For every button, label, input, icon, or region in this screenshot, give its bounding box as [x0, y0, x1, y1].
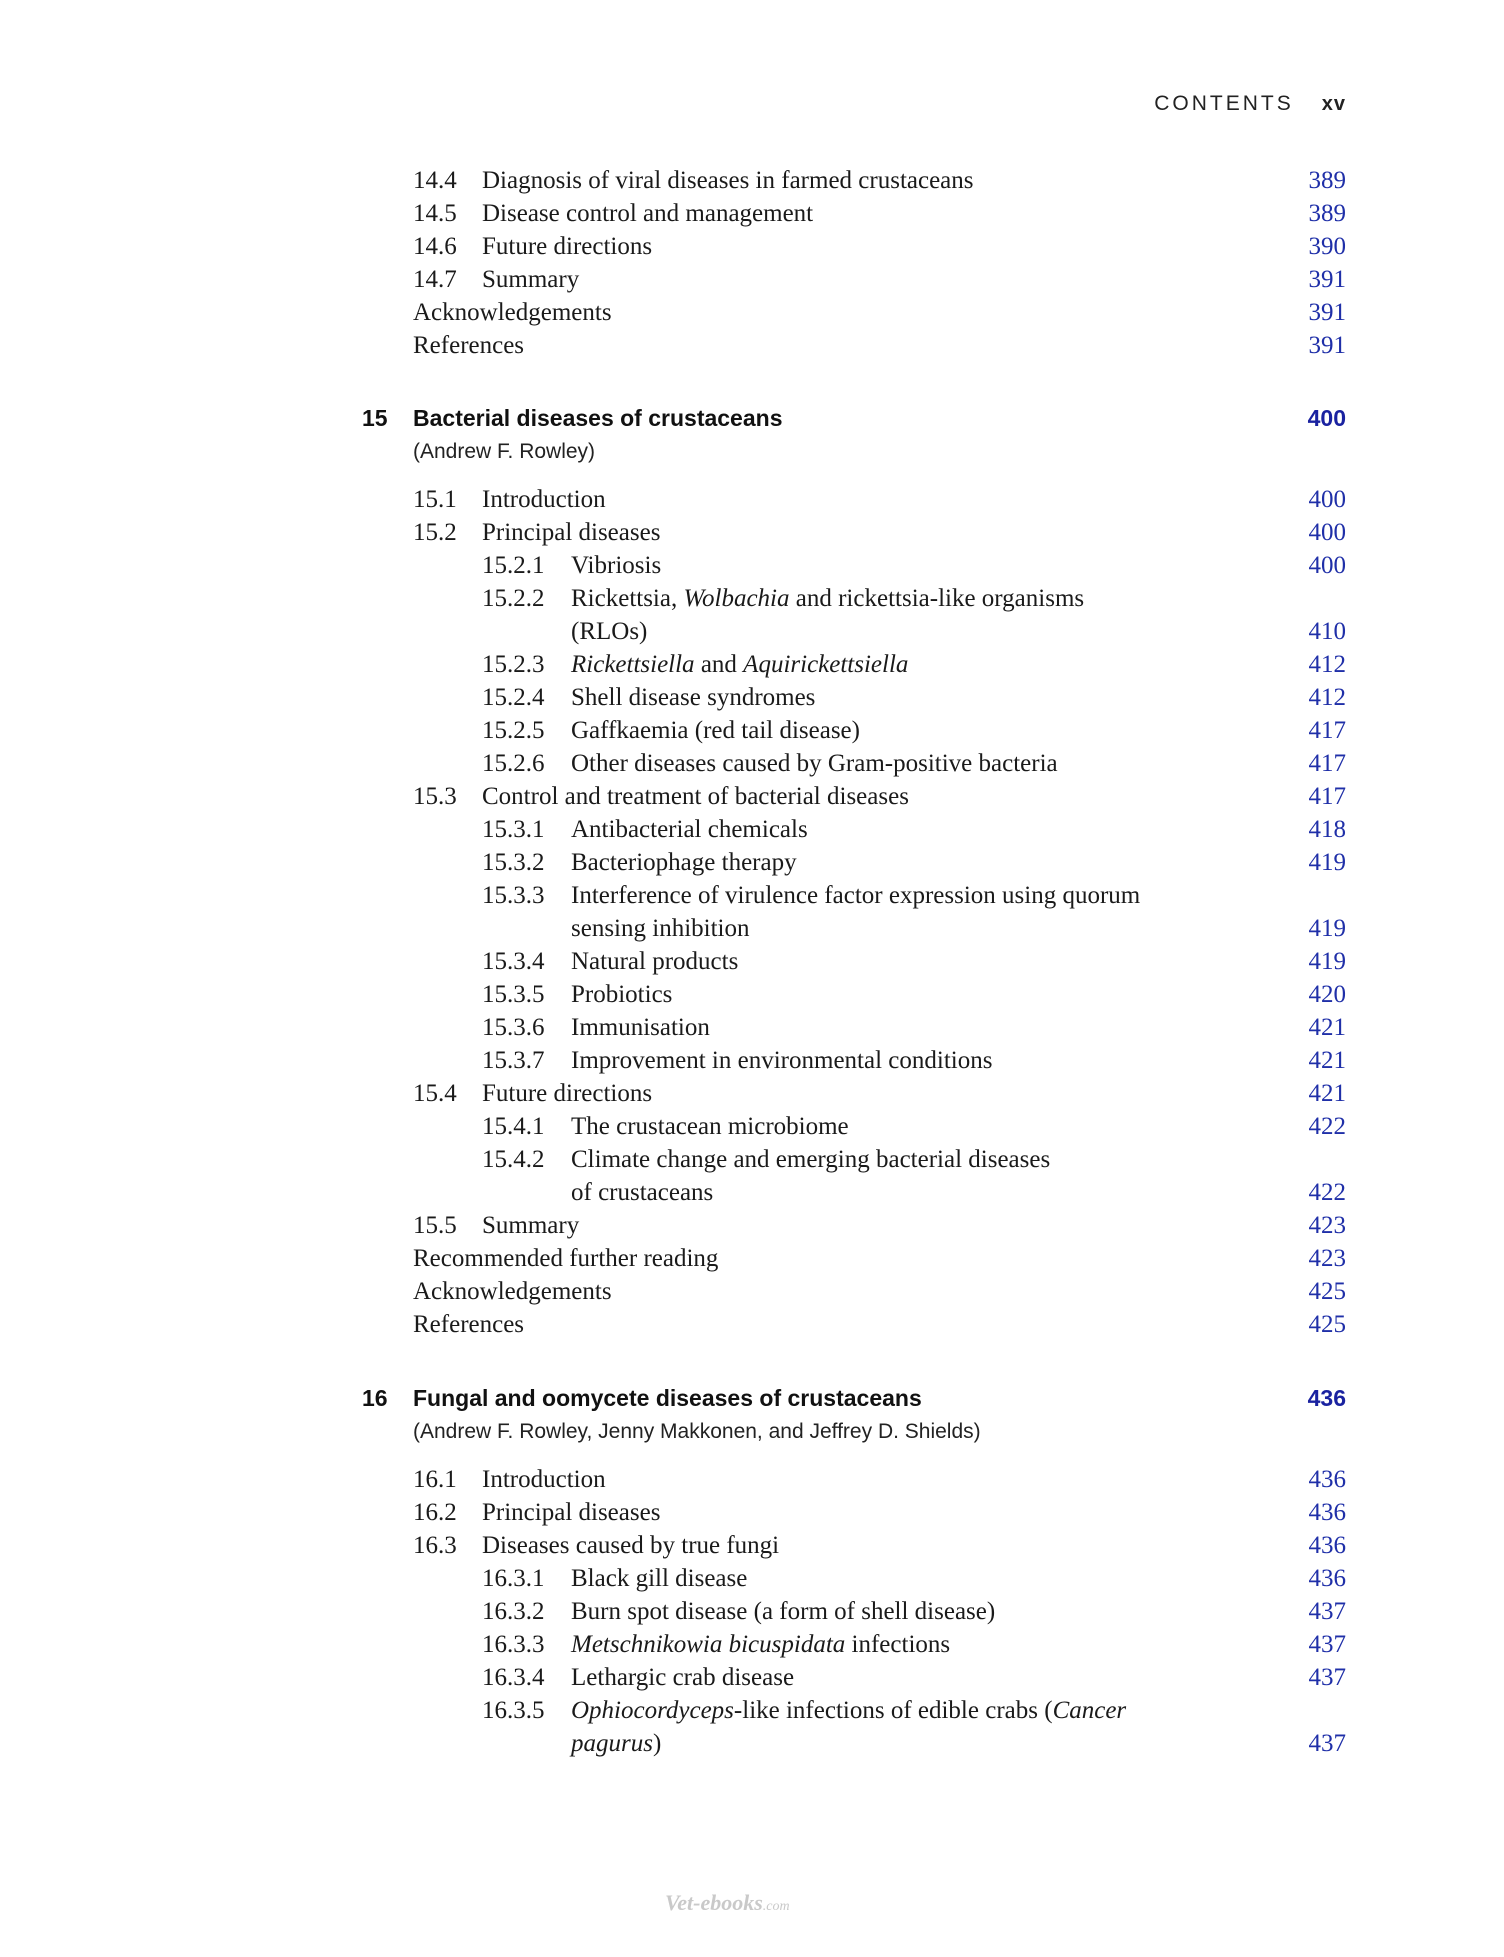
section-number: 16.2: [413, 1499, 457, 1526]
section-title: (RLOs): [571, 618, 648, 645]
section-title: Other diseases caused by Gram-positive bacteria: [571, 750, 1058, 777]
toc-subsection-entry[interactable]: [0, 914, 1504, 944]
section-page-number[interactable]: 391: [1308, 266, 1346, 293]
section-title: Vibriosis: [571, 552, 662, 579]
section-number: 15.4.1: [482, 1113, 545, 1140]
section-page-number[interactable]: 423: [1308, 1212, 1346, 1239]
section-title: Antibacterial chemicals: [571, 816, 808, 843]
section-title: Rickettsia, Wolbachia and rickettsia-like organisms: [571, 585, 1085, 612]
toc-section-entry[interactable]: [0, 485, 1504, 515]
toc-subsection-entry[interactable]: [0, 551, 1504, 581]
toc-subsection-entry[interactable]: [0, 980, 1504, 1010]
toc-subsection-entry[interactable]: [0, 650, 1504, 680]
section-number: 16.1: [413, 1466, 457, 1493]
toc-subsection-entry[interactable]: [0, 848, 1504, 878]
section-number: 14.6: [413, 233, 457, 260]
section-title: pagurus): [571, 1730, 662, 1757]
page-number: xv: [1321, 93, 1346, 115]
section-title: Ophiocordyceps-like infections of edible crabs (Cancer: [571, 1697, 1127, 1724]
toc-section-entry[interactable]: [0, 1498, 1504, 1528]
section-number: 16.3: [413, 1532, 457, 1559]
chapter-title: Bacterial diseases of crustaceans: [413, 405, 783, 431]
section-number: 15.3.3: [482, 882, 545, 909]
toc-subsection-entry[interactable]: [0, 617, 1504, 647]
section-number: 14.5: [413, 200, 457, 227]
toc-subsection-entry[interactable]: [0, 1564, 1504, 1594]
toc-subsection-entry[interactable]: [0, 749, 1504, 779]
section-page-number[interactable]: 425: [1308, 1278, 1346, 1305]
section-number: 15.2.2: [482, 585, 545, 612]
toc-subsection-entry[interactable]: [0, 1145, 1504, 1175]
chapter-heading[interactable]: [0, 1383, 1504, 1413]
toc-section-entry[interactable]: [0, 1465, 1504, 1495]
section-page-number[interactable]: 436: [1308, 1499, 1346, 1526]
section-page-number[interactable]: 437: [1308, 1631, 1346, 1658]
toc-subsection-entry[interactable]: [0, 584, 1504, 614]
section-title: sensing inhibition: [571, 915, 750, 942]
toc-subsection-entry[interactable]: [0, 1663, 1504, 1693]
chapter-authors: (Andrew F. Rowley, Jenny Makkonen, and Jeffrey D. Shields): [413, 1420, 981, 1443]
toc-section-entry[interactable]: [0, 265, 1504, 295]
section-page-number[interactable]: 410: [1308, 618, 1346, 645]
toc-subsection-entry[interactable]: [0, 1597, 1504, 1627]
section-page-number[interactable]: 419: [1308, 948, 1346, 975]
section-title: Future directions: [482, 1080, 653, 1107]
toc-backmatter-entry[interactable]: [0, 1244, 1504, 1274]
section-number: 15.2.5: [482, 717, 545, 744]
section-page-number[interactable]: 421: [1308, 1080, 1346, 1107]
chapter-number: 15: [362, 405, 388, 431]
section-title: Control and treatment of bacterial diseases: [482, 783, 909, 810]
section-number: 15.4: [413, 1080, 457, 1107]
section-page-number[interactable]: 420: [1308, 981, 1346, 1008]
section-page-number[interactable]: 417: [1308, 717, 1346, 744]
chapter-number: 16: [362, 1385, 388, 1411]
section-page-number[interactable]: 436: [1308, 1532, 1346, 1559]
section-title: Natural products: [571, 948, 739, 975]
chapter-page: 436: [1307, 1385, 1346, 1411]
toc-section-entry[interactable]: [0, 232, 1504, 262]
section-title: Principal diseases: [482, 1499, 661, 1526]
section-title: References: [413, 332, 525, 359]
section-page-number[interactable]: 417: [1308, 783, 1346, 810]
section-title: Interference of virulence factor expression using quorum: [571, 882, 1141, 909]
toc-section-entry[interactable]: [0, 1531, 1504, 1561]
section-page-number[interactable]: 417: [1308, 750, 1346, 777]
toc-subsection-entry[interactable]: [0, 947, 1504, 977]
toc-section-entry[interactable]: [0, 166, 1504, 196]
section-page-number[interactable]: 436: [1308, 1565, 1346, 1592]
section-number: 16.3.3: [482, 1631, 545, 1658]
section-page-number[interactable]: 389: [1308, 167, 1346, 194]
section-page-number[interactable]: 437: [1308, 1598, 1346, 1625]
chapter-title: Fungal and oomycete diseases of crustaceans: [413, 1385, 922, 1411]
section-number: 15.3.6: [482, 1014, 545, 1041]
section-number: 15.3.7: [482, 1047, 545, 1074]
section-title: Summary: [482, 1212, 580, 1239]
toc-subsection-entry[interactable]: [0, 1013, 1504, 1043]
toc-subsection-entry[interactable]: [0, 1112, 1504, 1142]
section-title: Future directions: [482, 233, 653, 260]
section-title: References: [413, 1311, 525, 1338]
toc-subsection-entry[interactable]: [0, 1046, 1504, 1076]
section-title: Principal diseases: [482, 519, 661, 546]
toc-subsection-entry[interactable]: [0, 1630, 1504, 1660]
watermark-logo: [665, 1890, 790, 1916]
section-number: 16.3.2: [482, 1598, 545, 1625]
section-title: Acknowledgements: [413, 1278, 612, 1305]
section-title: Metschnikowia bicuspidata infections: [571, 1631, 951, 1658]
section-title: Acknowledgements: [413, 299, 612, 326]
section-number: 15.2.1: [482, 552, 545, 579]
section-title: Climate change and emerging bacterial diseases: [571, 1146, 1051, 1173]
section-page-number[interactable]: 391: [1308, 299, 1346, 326]
section-title: Lethargic crab disease: [571, 1664, 795, 1691]
toc-backmatter-entry[interactable]: [0, 331, 1504, 361]
section-page-number[interactable]: 390: [1308, 233, 1346, 260]
watermark-text: Vet-ebooks: [665, 1890, 763, 1915]
section-number: 15.3.1: [482, 816, 545, 843]
section-number: 15.1: [413, 486, 457, 513]
chapter-heading[interactable]: [0, 403, 1504, 433]
section-number: 15.3.5: [482, 981, 545, 1008]
toc-subsection-entry[interactable]: [0, 716, 1504, 746]
watermark-domain: .com: [762, 1899, 790, 1914]
section-title: of crustaceans: [571, 1179, 714, 1206]
section-page-number[interactable]: 425: [1308, 1311, 1346, 1338]
toc-section-entry[interactable]: [0, 782, 1504, 812]
section-page-number[interactable]: 389: [1308, 200, 1346, 227]
section-page-number[interactable]: 421: [1308, 1047, 1346, 1074]
section-page-number[interactable]: 422: [1308, 1113, 1346, 1140]
toc-subsection-entry[interactable]: [0, 1729, 1504, 1759]
section-number: 14.7: [413, 266, 457, 293]
section-number: 15.2: [413, 519, 457, 546]
chapter-authors: (Andrew F. Rowley): [413, 440, 596, 463]
section-title: Probiotics: [571, 981, 673, 1008]
toc-subsection-entry[interactable]: [0, 881, 1504, 911]
running-header-section: CONTENTS: [1154, 92, 1294, 115]
section-title: Black gill disease: [571, 1565, 748, 1592]
toc-section-entry[interactable]: [0, 518, 1504, 548]
section-page-number[interactable]: 418: [1308, 816, 1346, 843]
running-header: [1154, 92, 1346, 116]
section-number: 15.5: [413, 1212, 457, 1239]
section-title: Improvement in environmental conditions: [571, 1047, 993, 1074]
section-number: 15.3.2: [482, 849, 545, 876]
toc-subsection-entry[interactable]: [0, 1178, 1504, 1208]
section-page-number[interactable]: 423: [1308, 1245, 1346, 1272]
toc-section-entry[interactable]: [0, 1079, 1504, 1109]
section-number: 16.3.1: [482, 1565, 545, 1592]
section-number: 15.2.3: [482, 651, 545, 678]
toc-subsection-entry[interactable]: [0, 1696, 1504, 1726]
chapter-page: 400: [1307, 405, 1346, 431]
section-number: 15.3: [413, 783, 457, 810]
section-page-number[interactable]: 400: [1308, 552, 1346, 579]
section-page-number[interactable]: 436: [1308, 1466, 1346, 1493]
section-title: Recommended further reading: [413, 1245, 719, 1272]
section-number: 15.2.6: [482, 750, 545, 777]
section-page-number[interactable]: 421: [1308, 1014, 1346, 1041]
section-title: Immunisation: [571, 1014, 710, 1041]
section-page-number[interactable]: 412: [1308, 684, 1346, 711]
section-title: Diagnosis of viral diseases in farmed crustaceans: [482, 167, 974, 194]
section-number: 16.3.5: [482, 1697, 545, 1724]
toc-subsection-entry[interactable]: [0, 815, 1504, 845]
section-number: 16.3.4: [482, 1664, 545, 1691]
section-title: Diseases caused by true fungi: [482, 1532, 780, 1559]
section-title: Burn spot disease (a form of shell disease): [571, 1598, 996, 1625]
section-page-number[interactable]: 400: [1308, 486, 1346, 513]
section-page-number[interactable]: 437: [1308, 1664, 1346, 1691]
section-page-number[interactable]: 422: [1308, 1179, 1346, 1206]
section-number: 15.2.4: [482, 684, 545, 711]
section-page-number[interactable]: 412: [1308, 651, 1346, 678]
section-number: 15.3.4: [482, 948, 545, 975]
section-page-number[interactable]: 419: [1308, 849, 1346, 876]
toc-section-entry[interactable]: [0, 1211, 1504, 1241]
section-title: Gaffkaemia (red tail disease): [571, 717, 860, 744]
section-title: The crustacean microbiome: [571, 1113, 849, 1140]
toc-subsection-entry[interactable]: [0, 683, 1504, 713]
section-number: 15.4.2: [482, 1146, 545, 1173]
toc-backmatter-entry[interactable]: [0, 1277, 1504, 1307]
section-title: Summary: [482, 266, 580, 293]
section-title: Introduction: [482, 486, 606, 513]
toc-backmatter-entry[interactable]: [0, 298, 1504, 328]
section-title: Shell disease syndromes: [571, 684, 816, 711]
section-title: Disease control and management: [482, 200, 814, 227]
section-page-number[interactable]: 400: [1308, 519, 1346, 546]
section-page-number[interactable]: 419: [1308, 915, 1346, 942]
section-title: Introduction: [482, 1466, 606, 1493]
toc-backmatter-entry[interactable]: [0, 1310, 1504, 1340]
toc-section-entry[interactable]: [0, 199, 1504, 229]
section-title: Bacteriophage therapy: [571, 849, 797, 876]
section-title: Rickettsiella and Aquirickettsiella: [571, 651, 909, 678]
section-page-number[interactable]: 437: [1308, 1730, 1346, 1757]
section-page-number[interactable]: 391: [1308, 332, 1346, 359]
section-number: 14.4: [413, 167, 457, 194]
